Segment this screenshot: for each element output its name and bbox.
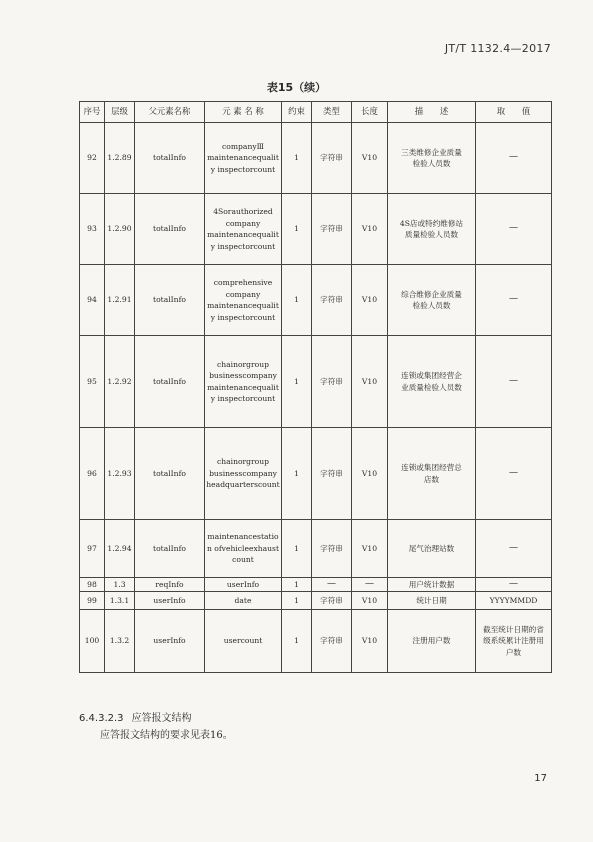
table-cell-level: 1.2.89 xyxy=(105,123,135,194)
table-cell-type: 字符串 xyxy=(312,520,352,578)
table-cell-parent: userInfo xyxy=(135,610,205,673)
table-cell-no: 95 xyxy=(80,336,105,428)
table-cell-type: 字符串 xyxy=(312,610,352,673)
table-cell-name: companyⅢ maintenancequality inspectorcount xyxy=(205,123,282,194)
table-cell-name: 4Sorauthorized company maintenancequality inspectorcount xyxy=(205,194,282,265)
table-cell-desc: 综合维修企业质量检验人员数 xyxy=(388,265,476,336)
table-cell-name: date xyxy=(205,592,282,610)
table-cell-length: V10 xyxy=(352,265,388,336)
table-cell-constraint: 1 xyxy=(282,520,312,578)
table-cell-value: — xyxy=(476,428,552,520)
table-cell-no: 96 xyxy=(80,428,105,520)
table-cell-type: 字符串 xyxy=(312,265,352,336)
column-header: 类型 xyxy=(312,102,352,123)
column-header: 长度 xyxy=(352,102,388,123)
table-cell-name: usercount xyxy=(205,610,282,673)
table-cell-desc: 统计日期 xyxy=(388,592,476,610)
table-row xyxy=(80,428,552,520)
section-title: 应答报文结构 xyxy=(131,713,192,724)
table-cell-length: V10 xyxy=(352,610,388,673)
section-heading xyxy=(79,709,192,724)
data-table xyxy=(79,101,552,673)
table-cell-parent: totalInfo xyxy=(135,194,205,265)
table-cell-name: maintenancestation ofvehicleexhaust count xyxy=(205,520,282,578)
table-cell-desc: 三类维修企业质量检验人员数 xyxy=(388,123,476,194)
table-cell-type: — xyxy=(312,578,352,592)
table-cell-type: 字符串 xyxy=(312,194,352,265)
table-cell-level: 1.2.91 xyxy=(105,265,135,336)
column-header: 取 值 xyxy=(476,102,552,123)
table-cell-name: comprehensive company maintenancequality inspectorcount xyxy=(205,265,282,336)
column-header: 描 述 xyxy=(388,102,476,123)
column-header: 序号 xyxy=(80,102,105,123)
table-cell-value: — xyxy=(476,194,552,265)
table-cell-level: 1.2.94 xyxy=(105,520,135,578)
table-cell-level: 1.2.90 xyxy=(105,194,135,265)
table-cell-length: V10 xyxy=(352,123,388,194)
table-cell-no: 92 xyxy=(80,123,105,194)
table-cell-value: — xyxy=(476,123,552,194)
column-header: 父元素名称 xyxy=(135,102,205,123)
table-cell-length: V10 xyxy=(352,336,388,428)
column-header: 层级 xyxy=(105,102,135,123)
table-cell-no: 93 xyxy=(80,194,105,265)
table-cell-no: 99 xyxy=(80,592,105,610)
table-cell-no: 98 xyxy=(80,578,105,592)
table-cell-length: — xyxy=(352,578,388,592)
column-header: 元 素 名 称 xyxy=(205,102,282,123)
table-cell-value: — xyxy=(476,520,552,578)
table-cell-value: — xyxy=(476,265,552,336)
table-row xyxy=(80,194,552,265)
table-cell-value: — xyxy=(476,336,552,428)
table-cell-no: 94 xyxy=(80,265,105,336)
table-cell-length: V10 xyxy=(352,520,388,578)
table-cell-level: 1.2.93 xyxy=(105,428,135,520)
table-cell-type: 字符串 xyxy=(312,336,352,428)
table-cell-desc: 用户统计数据 xyxy=(388,578,476,592)
table-cell-constraint: 1 xyxy=(282,123,312,194)
table-cell-name: chainorgroup businesscompany maintenancequality inspectorcount xyxy=(205,336,282,428)
table-row xyxy=(80,592,552,610)
section-number: 6.4.3.2.3 xyxy=(79,713,124,724)
table-row xyxy=(80,336,552,428)
table-cell-level: 1.3 xyxy=(105,578,135,592)
table-title: 表15（续） xyxy=(266,81,327,94)
table-row xyxy=(80,265,552,336)
table-cell-desc: 连锁或集团经营企业质量检验人员数 xyxy=(388,336,476,428)
table-cell-no: 97 xyxy=(80,520,105,578)
table-cell-level: 1.3.1 xyxy=(105,592,135,610)
table-cell-length: V10 xyxy=(352,194,388,265)
section-text: 应答报文结构的要求见表16。 xyxy=(100,730,233,741)
table-header-row xyxy=(80,102,552,123)
table-cell-desc: 注册用户数 xyxy=(388,610,476,673)
table-cell-type: 字符串 xyxy=(312,428,352,520)
table-row xyxy=(80,520,552,578)
table-cell-constraint: 1 xyxy=(282,428,312,520)
table-cell-length: V10 xyxy=(352,592,388,610)
table-row xyxy=(80,610,552,673)
table-cell-constraint: 1 xyxy=(282,610,312,673)
table-cell-no: 100 xyxy=(80,610,105,673)
table-cell-constraint: 1 xyxy=(282,592,312,610)
table-cell-name: userInfo xyxy=(205,578,282,592)
table-cell-parent: userInfo xyxy=(135,592,205,610)
table-cell-parent: totalInfo xyxy=(135,520,205,578)
table-cell-type: 字符串 xyxy=(312,592,352,610)
table-cell-parent: totalInfo xyxy=(135,123,205,194)
table-cell-constraint: 1 xyxy=(282,194,312,265)
table-cell-value: 截至统计日期的省级系统累计注册用户数 xyxy=(476,610,552,673)
table-cell-parent: totalInfo xyxy=(135,428,205,520)
table-cell-constraint: 1 xyxy=(282,265,312,336)
table-cell-value: YYYYMMDD xyxy=(476,592,552,610)
table-cell-value: — xyxy=(476,578,552,592)
table-cell-name: chainorgroup businesscompany headquarterscount xyxy=(205,428,282,520)
table-cell-desc: 连锁或集团经营总店数 xyxy=(388,428,476,520)
table-cell-type: 字符串 xyxy=(312,123,352,194)
table-row xyxy=(80,123,552,194)
table-cell-length: V10 xyxy=(352,428,388,520)
table-cell-constraint: 1 xyxy=(282,336,312,428)
table-cell-constraint: 1 xyxy=(282,578,312,592)
table-cell-parent: totalInfo xyxy=(135,265,205,336)
standard-code: JT/T 1132.4—2017 xyxy=(444,42,551,55)
table-cell-level: 1.2.92 xyxy=(105,336,135,428)
column-header: 约束 xyxy=(282,102,312,123)
page-number: 17 xyxy=(534,773,547,784)
table-cell-parent: totalInfo xyxy=(135,336,205,428)
table-cell-desc: 4S店或特约维修站质量检验人员数 xyxy=(388,194,476,265)
table-row xyxy=(80,578,552,592)
table-cell-level: 1.3.2 xyxy=(105,610,135,673)
table-cell-parent: reqInfo xyxy=(135,578,205,592)
table-cell-desc: 尾气治理站数 xyxy=(388,520,476,578)
